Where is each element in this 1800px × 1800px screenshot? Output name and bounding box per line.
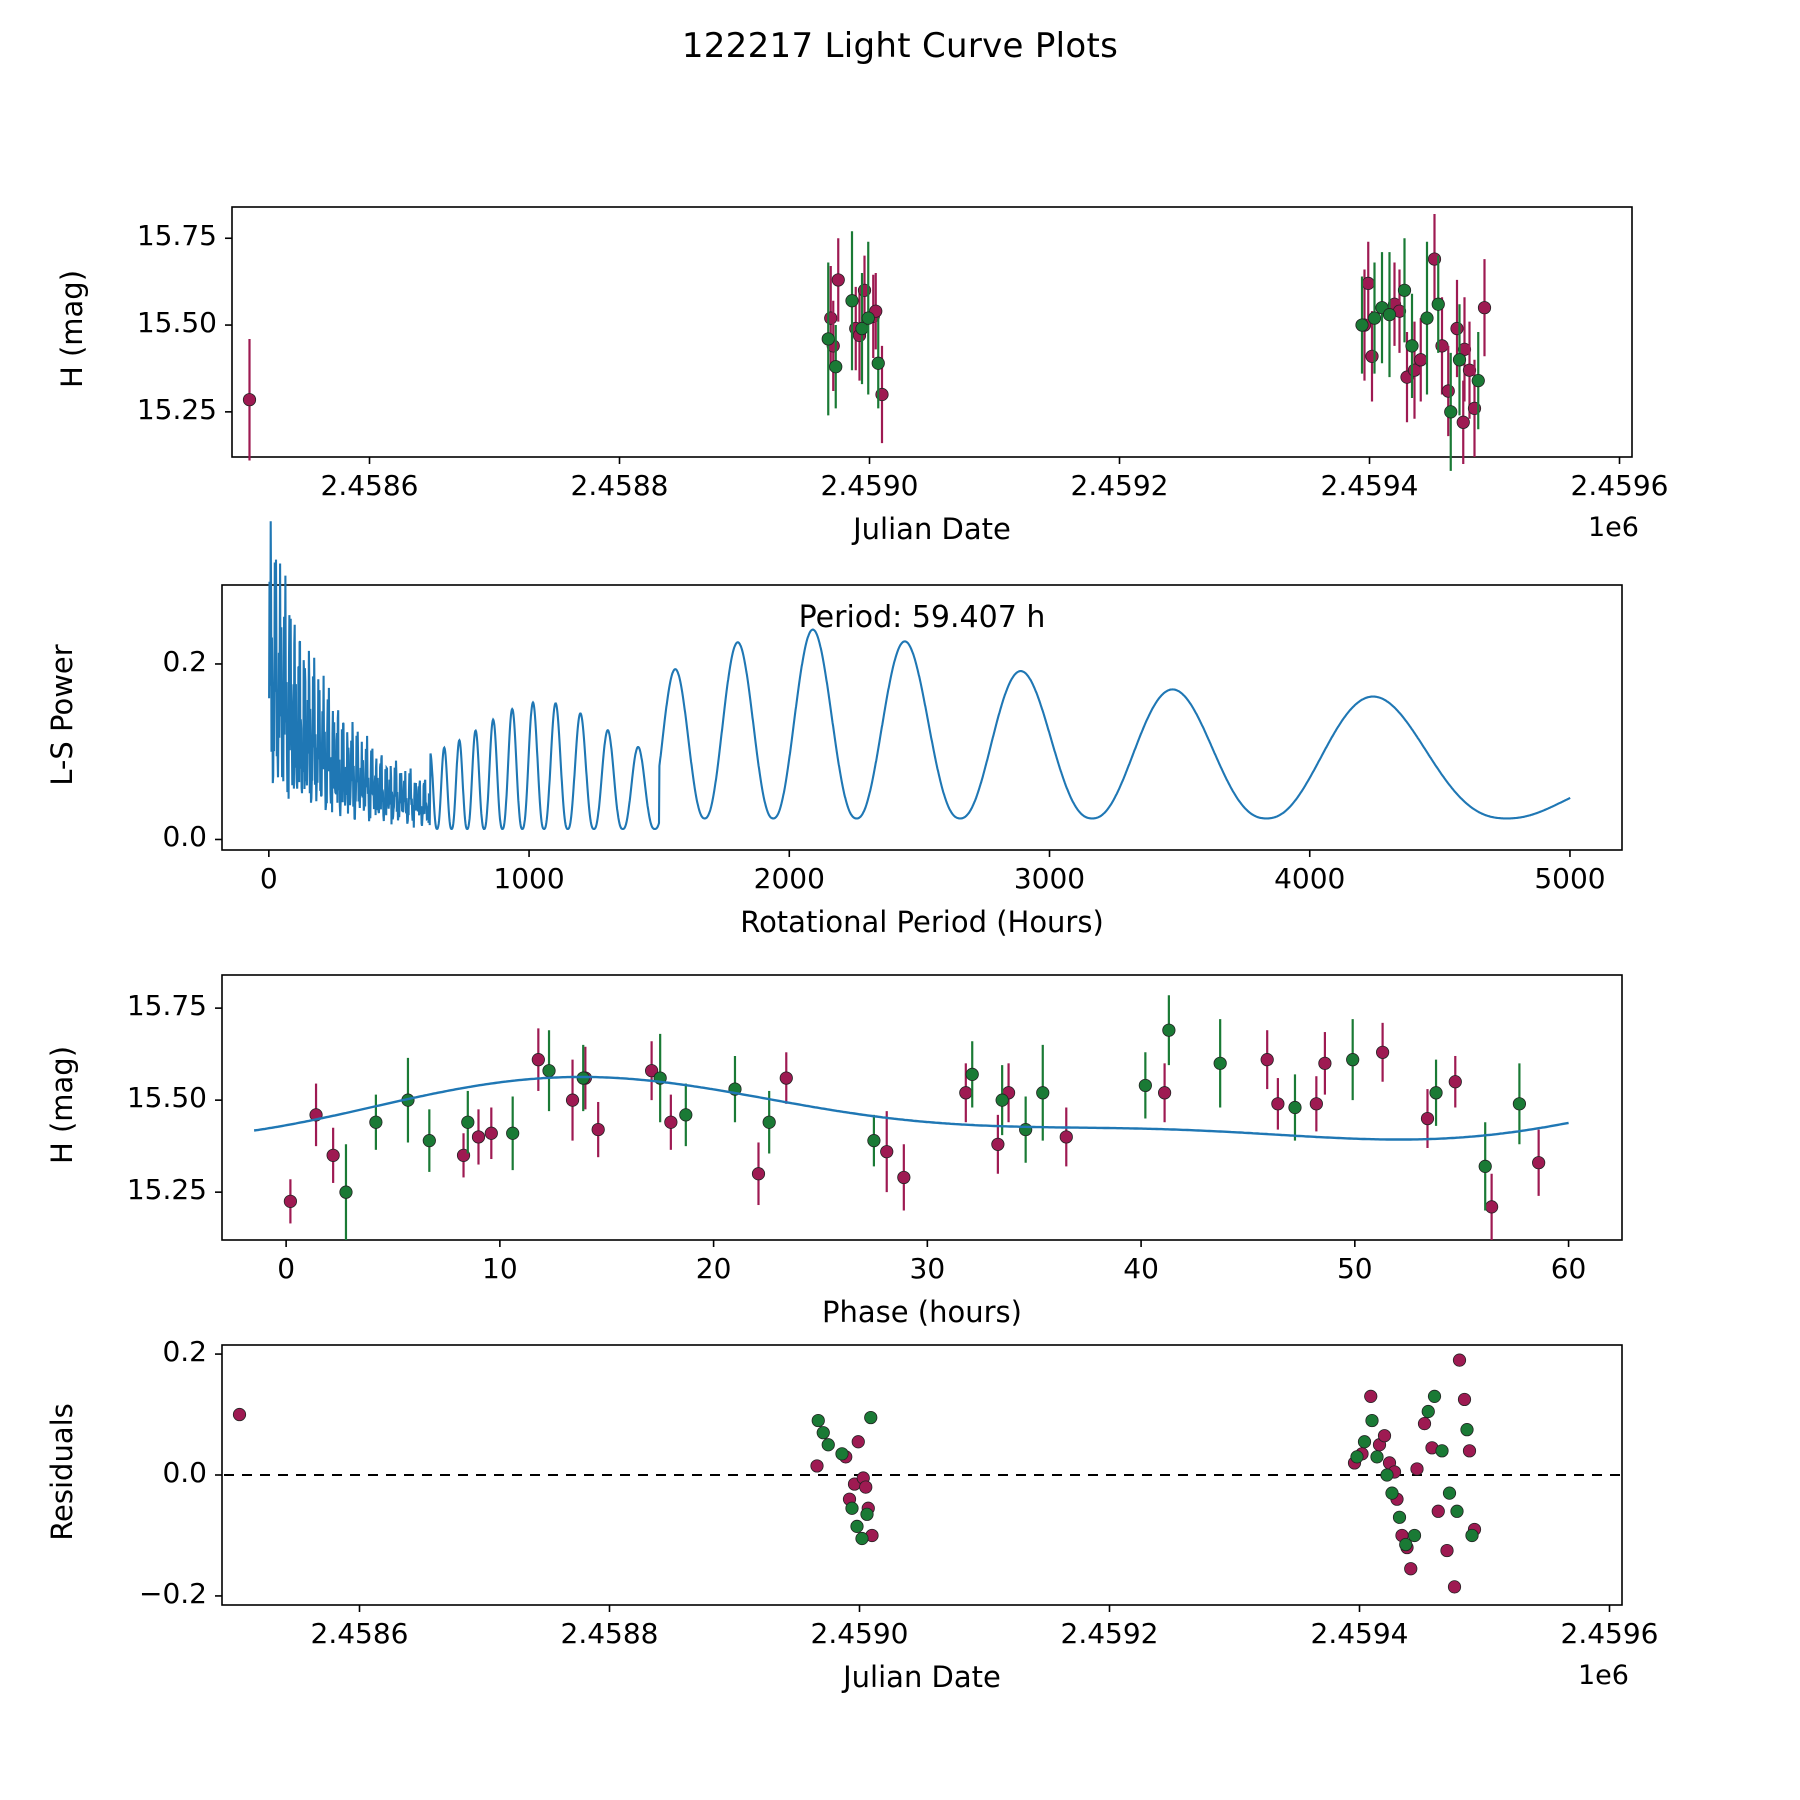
data-point (1436, 1445, 1448, 1457)
y-tick-label: 15.50 (126, 1081, 207, 1115)
axes-frame-0 (232, 207, 1632, 457)
data-point (868, 1134, 880, 1146)
data-point (1383, 308, 1395, 320)
data-point (860, 1481, 872, 1493)
x-axis-label: Rotational Period (Hours) (740, 905, 1104, 939)
data-point (832, 274, 844, 286)
data-point (1214, 1057, 1226, 1069)
data-point (1472, 374, 1484, 386)
x-tick-label: 2.4596 (1570, 469, 1669, 502)
data-point (485, 1127, 497, 1139)
data-point (862, 312, 874, 324)
data-point (592, 1123, 604, 1135)
data-point (1485, 1201, 1497, 1213)
data-point (1386, 1487, 1398, 1499)
data-point (532, 1053, 544, 1065)
x-tick-label: 2.4586 (320, 469, 419, 502)
data-point (1445, 406, 1457, 418)
x-axis-offset-label: 1e6 (1578, 1660, 1629, 1691)
data-point (1418, 1417, 1430, 1429)
x-tick-label: 4000 (1274, 862, 1346, 895)
x-tick-label: 5000 (1534, 862, 1606, 895)
data-point (1408, 1529, 1420, 1541)
x-axis-offset-label: 1e6 (1588, 512, 1639, 543)
data-point (1421, 1112, 1433, 1124)
y-tick-label: 15.75 (126, 989, 207, 1023)
x-tick-label: 2.4588 (570, 469, 669, 502)
data-point (233, 1408, 245, 1420)
data-point (822, 333, 834, 345)
data-point (836, 1448, 848, 1460)
data-point (996, 1094, 1008, 1106)
data-point (846, 295, 858, 307)
y-axis-label: H (mag) (45, 1045, 79, 1164)
data-point (752, 1168, 764, 1180)
data-point (1405, 1563, 1417, 1575)
y-tick-label: 15.75 (136, 219, 217, 253)
x-tick-label: 2.4594 (1310, 1617, 1409, 1650)
data-point (960, 1087, 972, 1099)
data-point (543, 1064, 555, 1076)
data-point (284, 1195, 296, 1207)
y-axis-label: H (mag) (55, 269, 89, 389)
x-tick-label: 40 (1123, 1252, 1159, 1285)
data-point (1019, 1123, 1031, 1135)
x-tick-label: 2.4590 (820, 469, 919, 502)
x-axis-label: Julian Date (843, 1660, 1001, 1694)
data-point (1457, 416, 1469, 428)
data-point (1362, 277, 1374, 289)
data-point (1421, 312, 1433, 324)
data-point (1163, 1024, 1175, 1036)
data-point (1461, 1423, 1473, 1435)
y-tick-label: 0.2 (162, 1335, 207, 1369)
data-point (1451, 322, 1463, 334)
data-point (763, 1116, 775, 1128)
x-tick-label: 2000 (753, 862, 825, 895)
y-tick-label: 15.25 (136, 392, 217, 426)
data-point (1441, 1544, 1453, 1556)
data-point (1453, 1354, 1465, 1366)
data-point (822, 1439, 834, 1451)
data-point (327, 1149, 339, 1161)
data-point (898, 1171, 910, 1183)
data-point (872, 357, 884, 369)
data-point (1272, 1098, 1284, 1110)
x-tick-label: 2.4594 (1320, 469, 1419, 502)
data-point (1532, 1157, 1544, 1169)
data-point (992, 1138, 1004, 1150)
data-point (1432, 298, 1444, 310)
data-point (811, 1460, 823, 1472)
data-point (1393, 1511, 1405, 1523)
data-point (825, 312, 837, 324)
x-tick-label: 30 (909, 1252, 946, 1285)
y-tick-label: 15.50 (136, 306, 217, 340)
data-point (856, 1532, 868, 1544)
x-tick-label: 2.4590 (810, 1617, 909, 1650)
data-point (1448, 1581, 1460, 1593)
x-tick-label: 50 (1336, 1252, 1373, 1285)
x-axis-label: Phase (hours) (822, 1295, 1022, 1329)
data-point (1365, 1390, 1377, 1402)
data-point (1466, 1529, 1478, 1541)
data-point (881, 1145, 893, 1157)
data-point (1479, 1160, 1491, 1172)
data-point (1406, 340, 1418, 352)
x-tick-label: 2.4596 (1560, 1617, 1659, 1650)
data-point (1478, 301, 1490, 313)
x-tick-label: 10 (482, 1252, 518, 1285)
data-point (472, 1131, 484, 1143)
x-tick-label: 2.4586 (310, 1617, 409, 1650)
data-point (1428, 1390, 1440, 1402)
y-tick-label: 0.2 (162, 644, 207, 678)
data-point (506, 1127, 518, 1139)
x-tick-label: 1000 (493, 862, 565, 895)
x-tick-label: 60 (1550, 1252, 1587, 1285)
data-point (830, 361, 842, 373)
data-point (1415, 354, 1427, 366)
data-point (1398, 284, 1410, 296)
data-point (665, 1116, 677, 1128)
y-axis-label: L-S Power (45, 643, 79, 786)
y-tick-label: 0.0 (162, 1456, 207, 1489)
data-point (1430, 1087, 1442, 1099)
data-point (1376, 1046, 1388, 1058)
data-point (1356, 319, 1368, 331)
data-point (1310, 1098, 1322, 1110)
x-tick-label: 3000 (1013, 862, 1086, 895)
y-tick-label: −0.2 (139, 1576, 207, 1610)
data-point (1451, 1505, 1463, 1517)
data-point (780, 1072, 792, 1084)
data-point (1513, 1098, 1525, 1110)
data-point (340, 1186, 352, 1198)
data-point (1289, 1101, 1301, 1113)
data-point (1060, 1131, 1072, 1143)
x-axis-label: Julian Date (853, 512, 1011, 546)
data-point (1158, 1087, 1170, 1099)
x-tick-label: 20 (695, 1252, 732, 1285)
data-point (1139, 1079, 1151, 1091)
data-point (1463, 1445, 1475, 1457)
data-point (865, 1411, 877, 1423)
y-tick-label: 15.25 (126, 1173, 207, 1207)
data-point (1346, 1053, 1358, 1065)
data-point (1037, 1087, 1049, 1099)
data-point (462, 1116, 474, 1128)
data-point (1411, 1463, 1423, 1475)
data-point (817, 1426, 829, 1438)
data-point (370, 1116, 382, 1128)
data-point (423, 1134, 435, 1146)
data-point (852, 1436, 864, 1448)
data-point (1442, 385, 1454, 397)
data-point (1366, 350, 1378, 362)
data-point (1261, 1053, 1273, 1065)
x-tick-label: 0 (259, 862, 278, 895)
data-point (861, 1508, 873, 1520)
axes-frame-2 (222, 975, 1622, 1240)
y-axis-label: Residuals (45, 1403, 79, 1541)
data-point (243, 394, 255, 406)
data-point (1319, 1057, 1331, 1069)
data-point (851, 1520, 863, 1532)
data-point (680, 1109, 692, 1121)
data-point (846, 1502, 858, 1514)
data-point (1453, 354, 1465, 366)
data-point (566, 1094, 578, 1106)
data-point (1422, 1405, 1434, 1417)
data-point (1449, 1076, 1461, 1088)
data-point (1443, 1487, 1455, 1499)
page-title: 122217 Light Curve Plots (681, 26, 1119, 66)
data-point (1381, 1469, 1393, 1481)
x-tick-label: 2.4592 (1070, 469, 1169, 502)
data-point (1371, 1451, 1383, 1463)
data-point (1366, 1414, 1378, 1426)
data-point (1378, 1429, 1390, 1441)
period-annotation: Period: 59.407 h (798, 600, 1046, 635)
x-tick-label: 0 (277, 1252, 296, 1285)
data-point (812, 1414, 824, 1426)
x-tick-label: 2.4588 (560, 1617, 659, 1650)
data-point (1368, 312, 1380, 324)
data-point (1458, 1393, 1470, 1405)
data-point (966, 1068, 978, 1080)
data-point (1432, 1505, 1444, 1517)
data-point (1358, 1436, 1370, 1448)
x-tick-label: 2.4592 (1060, 1617, 1159, 1650)
data-point (1351, 1451, 1363, 1463)
y-tick-label: 0.0 (162, 820, 207, 854)
